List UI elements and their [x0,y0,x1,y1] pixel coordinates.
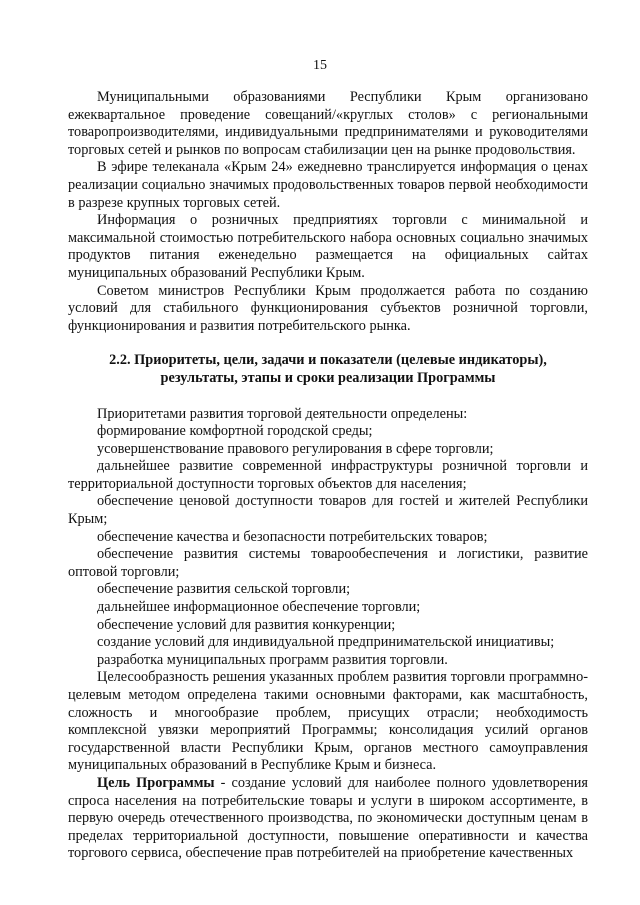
document-body [68,89,588,863]
goal-text: - создание условий для наиболее полного удовлетворения спроса населения на потребительские товары и услуги в широком ассортименте, в первую очередь отечественного производства, по экономически доступным ценам в пределах территориальной доступности, повышение оперативности и качества торгового сервиса, обеспечение прав потребителей на приобретение качественных [68,774,588,862]
list-item: создание условий для индивидуальной предпринимательской инициативы; [97,634,555,651]
list-item: дальнейшее развитие современной инфраструктуры розничной торговли и территориальной доступности торговых объектов для населения; [68,458,588,492]
paragraph: Советом министров Республики Крым продолжается работа по созданию условий для стабильного функционирования субъектов розничной торговли, функционирования и развития потребительского рынка. [68,282,588,334]
page-number: 15 [313,58,327,73]
paragraph: Информация о розничных предприятиях торговли с минимальной и максимальной стоимостью потребительского набора основных социально значимых продуктов питания еженедельно размещается на официальных сайтах муниципальных образований Республики Крым. [68,212,588,281]
paragraph: Муниципальными образованиями Республики Крым организовано ежеквартальное проведение совещаний/«круглых столов» с региональными товаропроизводителями, индивидуальными предпринимателями и руководителями торговых сетей и рынков по вопросам стабилизации цен на рынке продовольствия. [68,89,588,158]
paragraph: В эфире телеканала «Крым 24» ежедневно транслируется информация о ценах реализации социально значимых продовольственных товаров первой необходимости в разрезе крупных торговых сетей. [68,159,588,211]
section-heading-line1: 2.2. Приоритеты, цели, задачи и показатели (целевые индикаторы), [109,352,547,369]
list-item: усовершенствование правового регулирования в сфере торговли; [97,440,494,457]
list-item: формирование комфортной городской среды; [97,423,373,440]
list-item: обеспечение условий для развития конкуренции; [97,616,396,633]
list-item: обеспечение качества и безопасности потребительских товаров; [97,528,488,545]
priorities-list [68,406,588,670]
list-item: разработка муниципальных программ развития торговли. [97,651,448,668]
list-item: обеспечение развития системы товарообеспечения и логистики, развитие оптовой торговли; [68,546,588,580]
priorities-intro: Приоритетами развития торговой деятельности определены: [97,405,468,422]
section-heading [68,352,588,387]
list-item: дальнейшее информационное обеспечение торговли; [97,599,421,616]
section-heading-line2: результаты, этапы и сроки реализации Программы [160,369,496,386]
goal-label: Цель Программы [97,774,215,791]
list-item: обеспечение развития сельской торговли; [97,581,351,598]
goal-paragraph [68,775,588,863]
list-item: обеспечение ценовой доступности товаров для гостей и жителей Республики Крым; [68,493,588,528]
rationale-paragraph: Целесообразность решения указанных проблем развития торговли программно-целевым методом определена такими основными факторами, как масштабность, сложность и многообразие проблем, присущих отрасли; необходимость комплексной увязки мероприятий Программы; консолидация усилий органов государственной власти Республики Крым, органов местного самоуправления муниципальных образований в Республике Крым и бизнеса. [68,669,588,774]
